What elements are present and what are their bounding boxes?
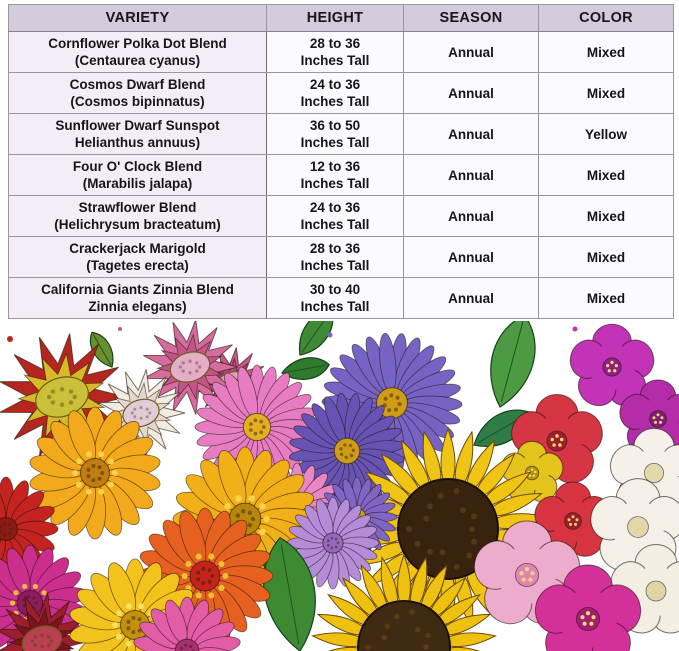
height-unit: Inches Tall	[300, 176, 370, 191]
col-header-season: SEASON	[404, 5, 539, 32]
variety-cell	[9, 196, 267, 237]
variety-name: Sunflower Dwarf Sunspot	[55, 118, 220, 133]
color-cell: Mixed	[539, 278, 674, 319]
color-cell: Mixed	[539, 32, 674, 73]
variety-name: Cornflower Polka Dot Blend	[48, 36, 227, 51]
variety-name: Cosmos Dwarf Blend	[69, 77, 206, 92]
header-row	[9, 5, 674, 32]
variety-cell	[9, 32, 267, 73]
height-cell	[267, 278, 404, 319]
col-header-variety: VARIETY	[9, 5, 267, 32]
variety-name: Crackerjack Marigold	[69, 241, 206, 256]
variety-botanical: (Centaurea cyanus)	[74, 53, 201, 68]
season-cell: Annual	[404, 155, 539, 196]
season-cell: Annual	[404, 73, 539, 114]
height-range: 24 to 36	[309, 200, 361, 215]
color-cell: Mixed	[539, 73, 674, 114]
height-range: 28 to 36	[309, 241, 361, 256]
height-cell	[267, 237, 404, 278]
variety-botanical: (Helichrysum bracteatum)	[54, 217, 221, 232]
season-cell: Annual	[404, 237, 539, 278]
variety-name: Four O' Clock Blend	[72, 159, 203, 174]
height-range: 30 to 40	[309, 282, 361, 297]
variety-botanical: (Marabilis jalapa)	[82, 176, 193, 191]
height-unit: Inches Tall	[300, 217, 370, 232]
col-header-height: HEIGHT	[267, 5, 404, 32]
table-row	[9, 32, 674, 73]
height-range: 36 to 50	[309, 118, 361, 133]
wildflower-illustration	[0, 321, 679, 651]
season-cell: Annual	[404, 114, 539, 155]
season-cell: Annual	[404, 196, 539, 237]
height-unit: Inches Tall	[300, 53, 370, 68]
height-range: 12 to 36	[309, 159, 361, 174]
height-cell	[267, 155, 404, 196]
height-unit: Inches Tall	[300, 258, 370, 273]
variety-name: Strawflower Blend	[78, 200, 197, 215]
variety-botanical: (Cosmos bipinnatus)	[70, 94, 205, 109]
variety-cell	[9, 114, 267, 155]
variety-cell	[9, 155, 267, 196]
variety-botanical: (Tagetes erecta)	[86, 258, 189, 273]
height-cell	[267, 32, 404, 73]
color-cell: Mixed	[539, 155, 674, 196]
variety-cell	[9, 278, 267, 319]
flower-variety-table	[8, 4, 673, 319]
table-row	[9, 196, 674, 237]
height-unit: Inches Tall	[300, 94, 370, 109]
height-cell	[267, 73, 404, 114]
wildflower-illustration-canvas	[0, 321, 679, 651]
table-row	[9, 155, 674, 196]
table-row	[9, 278, 674, 319]
variety-name: California Giants Zinnia Blend	[41, 282, 234, 297]
season-cell: Annual	[404, 278, 539, 319]
season-cell: Annual	[404, 32, 539, 73]
variety-botanical: Helianthus annuus)	[74, 135, 201, 150]
table-row	[9, 114, 674, 155]
height-range: 24 to 36	[309, 77, 361, 92]
color-cell: Mixed	[539, 237, 674, 278]
variety-botanical: Zinnia elegans)	[88, 299, 187, 314]
table-row	[9, 73, 674, 114]
color-cell: Mixed	[539, 196, 674, 237]
variety-cell	[9, 73, 267, 114]
variety-cell	[9, 237, 267, 278]
height-cell	[267, 196, 404, 237]
height-cell	[267, 114, 404, 155]
table-row	[9, 237, 674, 278]
height-unit: Inches Tall	[300, 299, 370, 314]
color-cell: Yellow	[539, 114, 674, 155]
col-header-color: COLOR	[539, 5, 674, 32]
height-range: 28 to 36	[309, 36, 361, 51]
height-unit: Inches Tall	[300, 135, 370, 150]
